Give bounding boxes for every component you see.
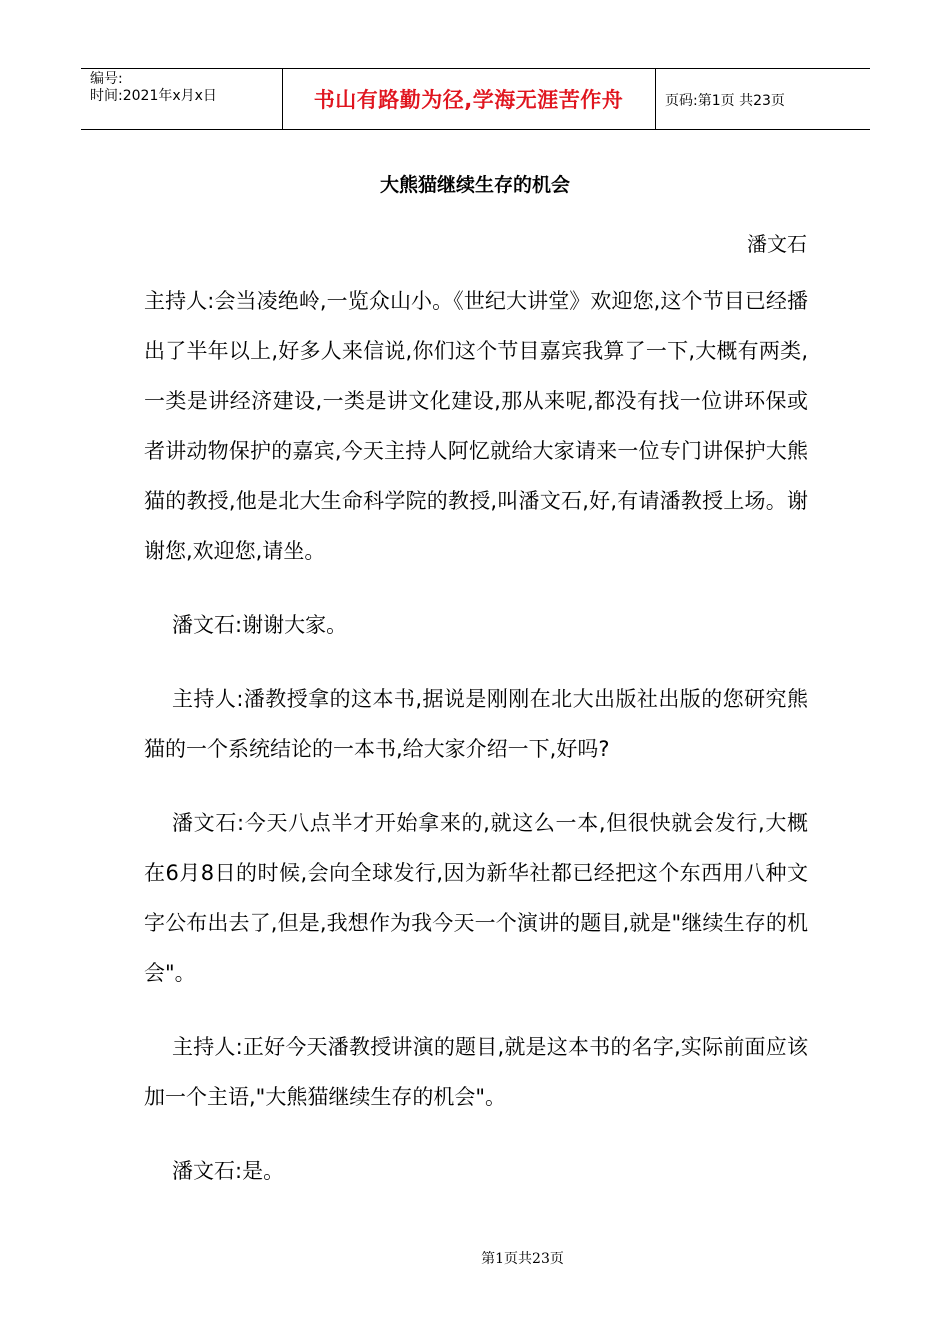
header-motto: 书山有路勤为径,学海无涯苦作舟 — [313, 88, 624, 112]
header-page-info: 页码:第1页 共23页 — [665, 93, 785, 109]
paragraph: 潘文石:是。 — [172, 1159, 285, 1183]
page-header — [81, 68, 870, 130]
header-meta — [90, 71, 217, 105]
paragraph: 主持人:正好今天潘教授讲演的题目,就是这本书的名字,实际前面应该加一个主语,"大熊猫继续生存的机会"。 — [144, 1035, 808, 1109]
document-time-label: 时间:2021年x月x日 — [90, 88, 217, 104]
document-title: 大熊猫继续生存的机会 — [379, 174, 570, 196]
paragraph: 潘文石:今天八点半才开始拿来的,就这么一本,但很快就会发行,大概在6月8日的时候,会向全球发行,因为新华社都已经把这个东西用八种文字公布出去了,但是,我想作为我今天一个演讲的题目,就是"继续生存的机会"。 — [144, 811, 808, 985]
paragraph: 主持人:潘教授拿的这本书,据说是刚刚在北大出版社出版的您研究熊猫的一个系统结论的一本书,给大家介绍一下,好吗? — [144, 687, 808, 761]
paragraph: 潘文石:谢谢大家。 — [172, 613, 348, 637]
page-footer: 第1页共23页 — [481, 1251, 564, 1267]
document-number-label: 编号: — [90, 71, 123, 87]
document-body — [144, 276, 808, 1220]
paragraph: 主持人:会当凌绝岭,一览众山小。《世纪大讲堂》欢迎您,这个节目已经播出了半年以上,好多人来信说,你们这个节目嘉宾我算了一下,大概有两类,一类是讲经济建设,一类是讲文化建设,那从来呢,都没有找一位讲环保或者讲动物保护的嘉宾,今天主持人阿忆就给大家请来一位专门讲保护大熊猫的教授,他是北大生命科学院的教授,叫潘文石,好,有请潘教授上场。谢谢您,欢迎您,请坐。 — [144, 289, 808, 563]
document-author: 潘文石 — [747, 232, 807, 256]
header-divider-right — [655, 69, 656, 129]
